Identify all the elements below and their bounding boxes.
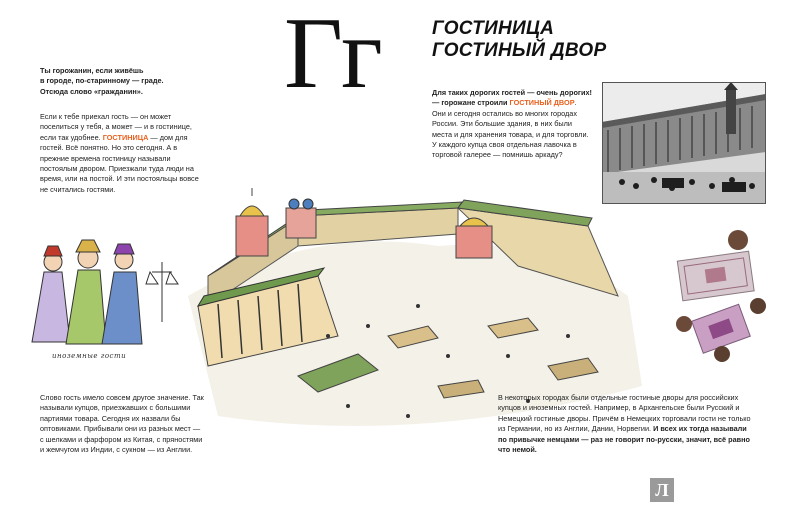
title-line-1: ГОСТИНИЦА: [432, 18, 555, 39]
gostinitsa-text-start: Если к тебе приехал гость — он может поселиться у тебя, а может — и в гостинице, если так удобнее.: [40, 112, 192, 142]
gostinitsa-highlight: ГОСТИНИЦА: [102, 132, 149, 142]
page-title: [432, 18, 606, 62]
merchants-paragraph: Слово гость имело совсем другое значение. Так называли купцов, приезжавших с большими партиями товара. Сегодня их назвали бы оптовиками. Прибывали они из разных мест — с шелками и фарфором из Китая, с пряностями и жемчугом из Индии, с сукном — из Англии.: [40, 393, 204, 455]
gostiny-dvor-paragraph: [432, 88, 592, 161]
foreign-dvor-paragraph: [498, 393, 756, 455]
intro-paragraph: [40, 66, 200, 97]
drop-letter: Гг: [284, 0, 381, 110]
gostinitsa-text-end: — дом для гостей. Всё понятно. Но это сегодня. А в прежние времена гостиницу называли постоялым двором. Приезжали туда люди на время, или на постой. И эти постояльцы вовсе не считались гостями.: [40, 132, 199, 194]
gostinitsa-paragraph: [40, 112, 202, 195]
intro-line: Ты горожанин, если живёшь: [40, 66, 144, 75]
intro-line: Отсюда слово «гражданин».: [40, 86, 143, 96]
intro-line: в городе, по-старинному — граде.: [40, 76, 164, 86]
title-line-2: ГОСТИНЫЙ ДВОР: [432, 40, 607, 61]
dvor-text-end: . Они и сегодня остались во многих городах России. Эти большие здания, в них были места и для хранения товара, и для торговли. У каждого купца своя отдельная лавочка в торговой галерее — помнишь аркаду?: [432, 98, 589, 160]
publisher-logo: Л: [650, 478, 674, 502]
dvor-highlight: ГОСТИНЫЙ ДВОР: [509, 98, 575, 108]
old-money-image: [666, 228, 772, 364]
illustration-caption: иноземные гости: [52, 352, 127, 360]
dvor-text-bold: Для таких дорогих гостей — очень дорогих! — горожане строили: [432, 88, 592, 108]
foreign-text: В некоторых городах были отдельные гостиные дворы для российских купцов и иноземных гостей. Например, в Архангельске были Русский и Немецкий гостиные дворы. Причём в Немецких торговали гости не только из Германии, но из Англии, Дании, Норвегии.: [498, 393, 751, 434]
foreign-text-bold: И всех их тогда называли по привычке немцами — раз не говорит по-русски, значит, всё равно что немой.: [498, 424, 750, 455]
foreign-merchants-illustration: [22, 232, 190, 354]
